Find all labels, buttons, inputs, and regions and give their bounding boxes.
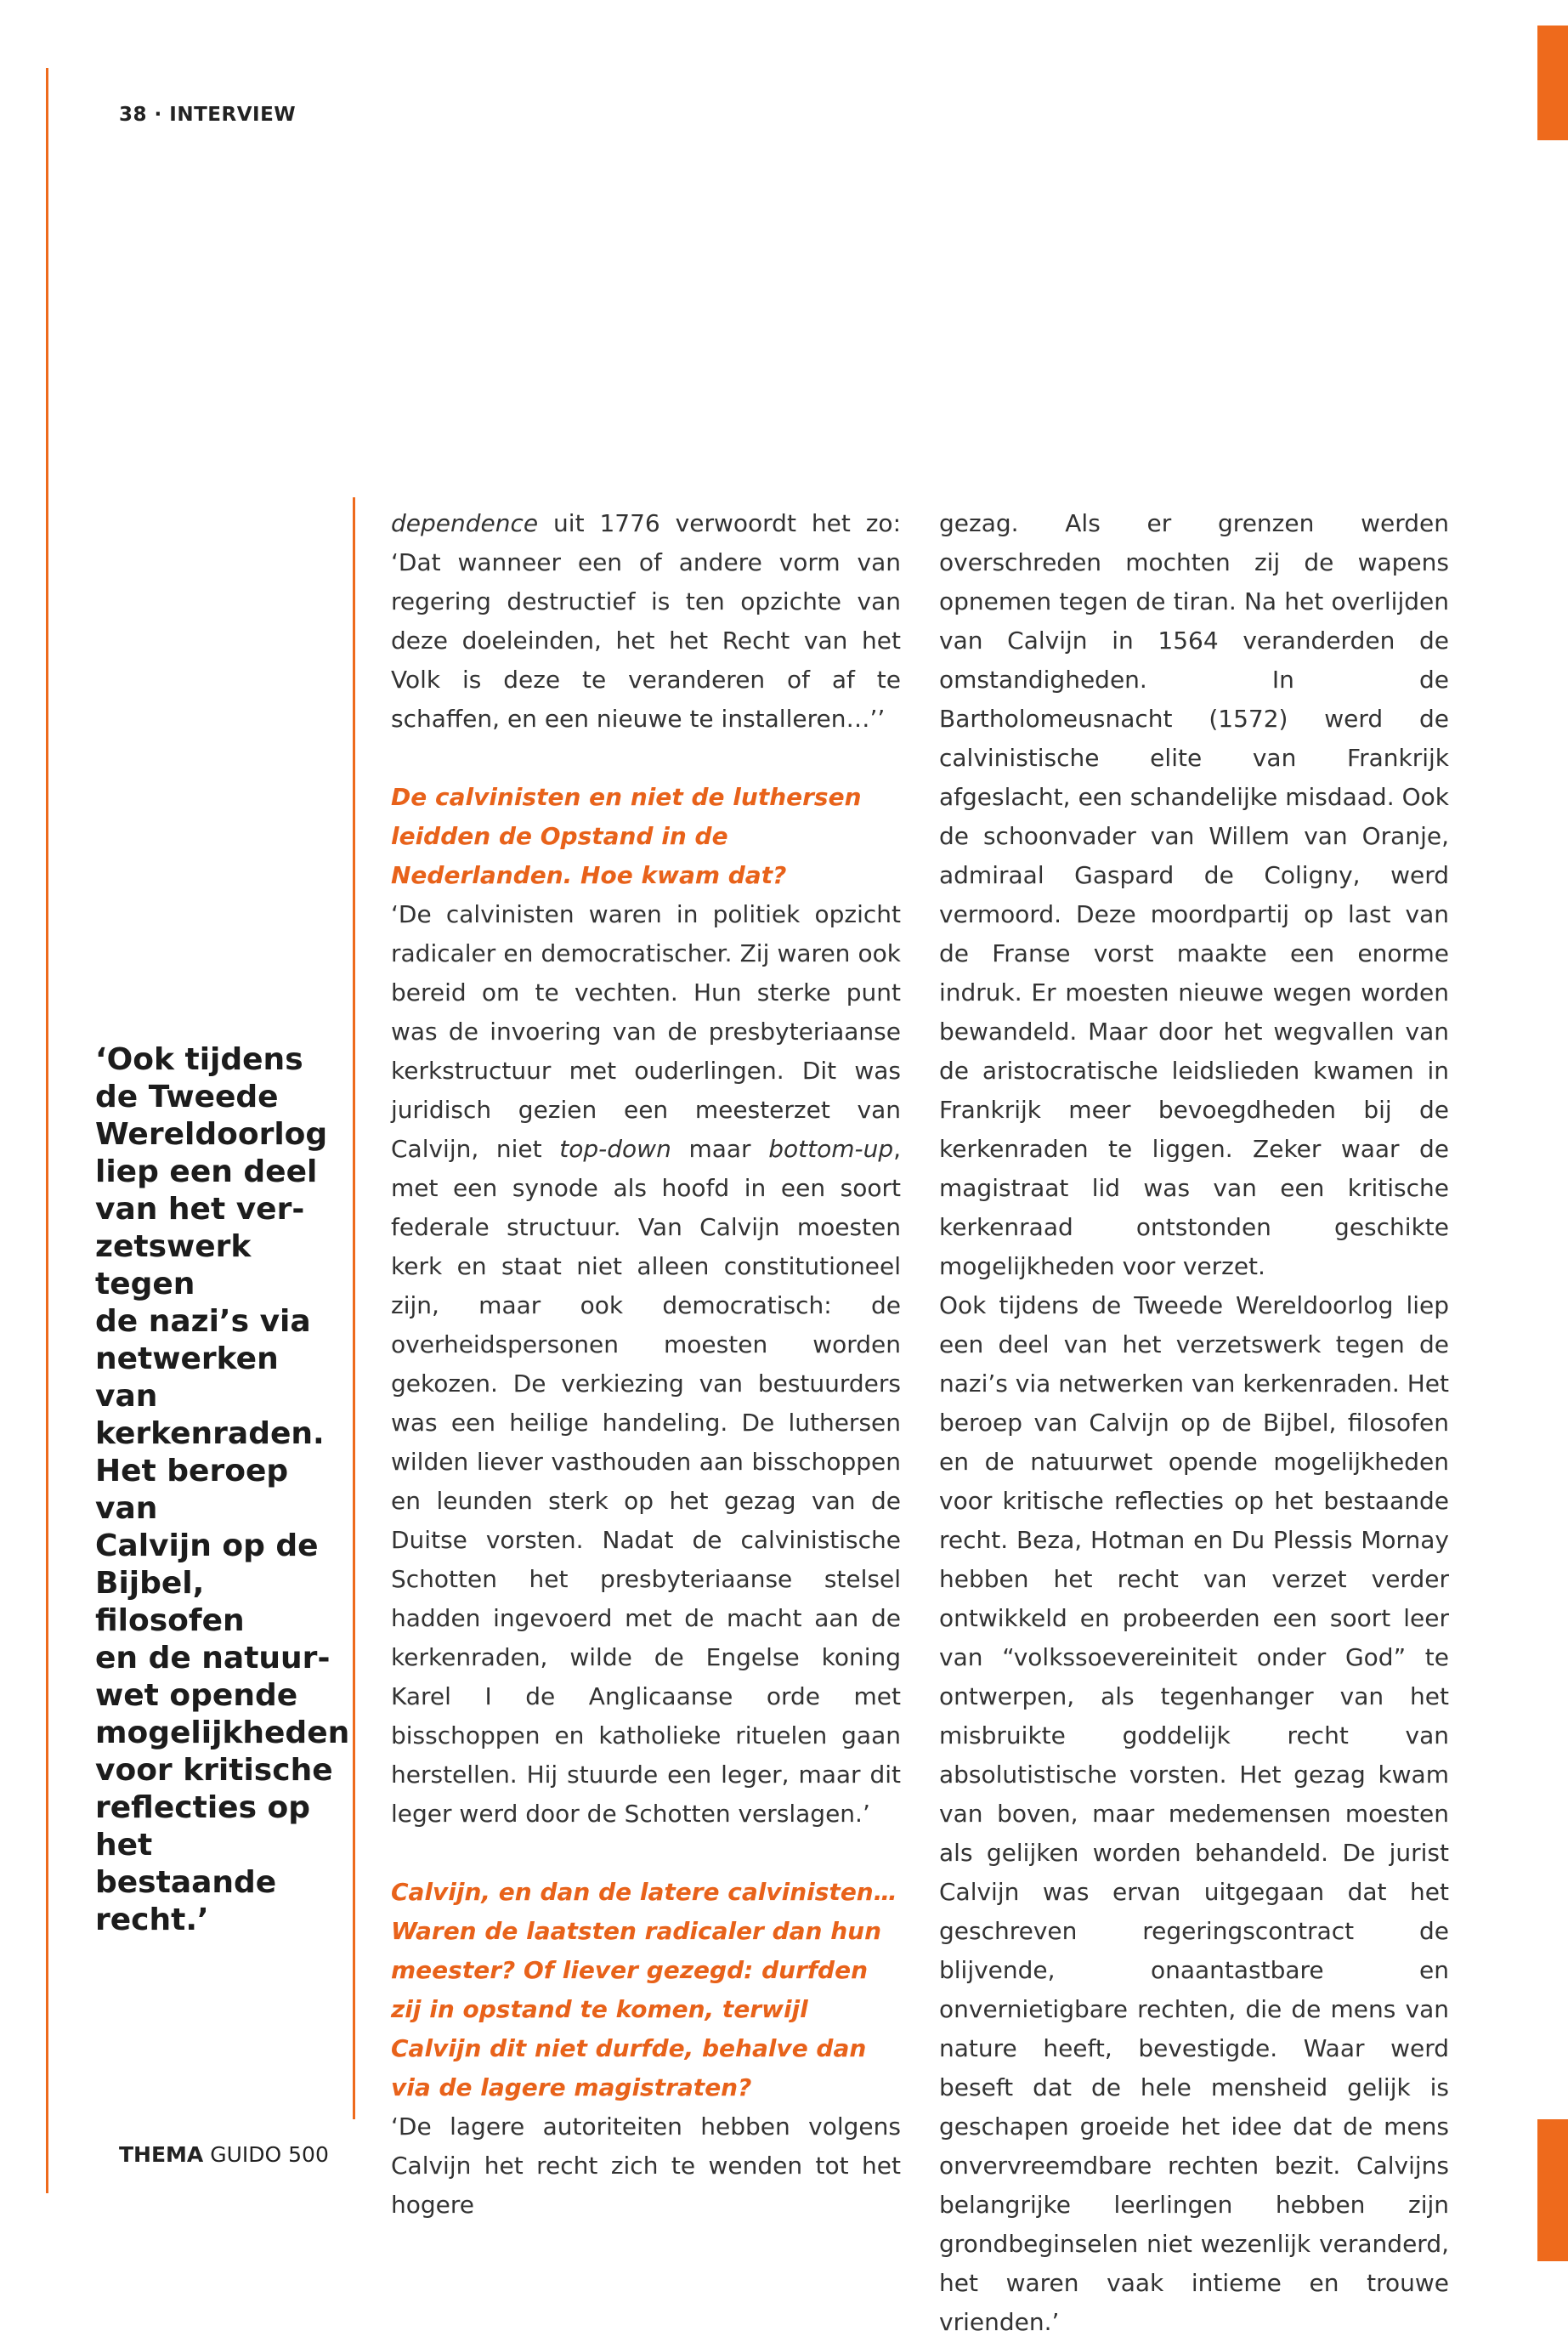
margin-rule bbox=[46, 68, 48, 2193]
italic-term: dependence bbox=[391, 509, 539, 537]
interview-answer: ‘De calvinisten waren in politiek opzicht radicaler en democratischer. Zij waren ook bereid om te vechten. Hun sterke punt was de invoering van de presbyteriaanse kerkstructuur met ouderlingen. Dit was juridisch gezien een meesterzet van Calvijn, niet top-down maar bottom-up, met een synode als hoofd in een soort federale structuur. Van Calvijn moesten kerk en staat niet alleen constitutioneel zijn, maar ook democratisch: de overheidspersonen moesten worden gekozen. De verkiezing van bestuurders was een heilige handeling. De luthersen wilden liever vasthouden aan bisschoppen en leunden sterk op het gezag van de Duitse vorsten. Nadat de calvinistische Schotten het presbyteriaanse stelsel hadden ingevoerd met de macht aan de kerkenraden, wilde de Engelse koning Karel I de Anglicaanse orde met bisschoppen en katholieke rituelen gaan herstellen. Hij stuurde een leger, maar dit leger werd door de Schotten verslagen.’ bbox=[391, 900, 902, 1828]
paragraph: Ook tijdens de Tweede Wereldoorlog liep een deel van het verzetswerk tegen de nazi’s via netwerken van kerkenraden. Het beroep van Calvijn op de Bijbel, filosofen en de natuurwet opende mogelijkheden voor kritische reflecties op het bestaande recht. Beza, Hotman en Du Plessis Mornay hebben het recht van verzet verder ontwikkeld en probeerden een soort leer van “volkssoevereiniteit onder God” te ontwerpen, als tegenhanger van het misbruikte goddelijk recht van absolutistische vorsten. Het gezag kwam van boven, maar medemensen moesten als gelijken worden behandeld. De jurist Calvijn was ervan uitgegaan dat het geschreven regeringscontract de blijvende, onaantastbare en onvernietigbare rechten, die de mens van nature heeft, bevestigde. Waar werd beseft dat de hele mensheid gelijk is geschapen groeide het idee dat de mens onvervreemdbare rechten bezit. Calvijns belangrijke leerlingen hebben zijn grondbeginselen niet wezenlijk veranderd, het waren vaak intieme en trouwe vrienden.’ bbox=[939, 1291, 1449, 2336]
interview-answer: ‘De lagere autoriteiten hebben volgens Calvijn het recht zich te wenden tot het hogere bbox=[391, 2112, 901, 2219]
interview-question: De calvinisten en niet de luthersen leidden de Opstand in de Nederlanden. Hoe kwam dat? bbox=[391, 783, 862, 889]
paragraph: dependence uit 1776 verwoordt het zo: ‘Dat wanneer een of andere vorm van regering destructief is ten opzichte van deze doeleinden, het het Recht van het Volk is deze te veranderen of af te schaffen, en een nieuwe te installeren…’’ bbox=[391, 509, 901, 733]
footer-brand: THEMA bbox=[119, 2142, 204, 2167]
page-edge-tab-bottom bbox=[1537, 2119, 1568, 2261]
article-column-2 bbox=[939, 504, 1449, 2342]
running-header bbox=[119, 104, 296, 126]
section-title: INTERVIEW bbox=[169, 104, 297, 126]
page-number: 38 bbox=[119, 104, 148, 126]
paragraph: gezag. Als er grenzen werden overschreden mochten zij de wapens opnemen tegen de tiran. Na het overlijden van Calvijn in 1564 veranderden de omstandigheden. In de Bartholomeusnacht (1572) werd de calvinistische elite van Frankrijk afgeslacht, een schandelijke misdaad. Ook de schoonvader van Willem van Oranje, admiraal Gaspard de Coligny, werd vermoord. Deze moordpartij op last van de Franse vorst maakte een enorme indruk. Er moesten nieuwe wegen worden bewandeld. Maar door het wegvallen van de aristocratische leidslieden kwamen in Frankrijk meer bevoegdheden bij de kerkenraden te liggen. Zeker waar de magistraat lid was van een kritische kerkenraad ontstonden geschikte mogelijkheden voor verzet. bbox=[939, 509, 1449, 1280]
article-column-1 bbox=[391, 504, 901, 2225]
footer-issue: GUIDO 500 bbox=[203, 2142, 329, 2167]
column-rule bbox=[353, 497, 355, 2119]
header-separator: · bbox=[154, 104, 162, 126]
page-edge-tab-top bbox=[1537, 26, 1568, 140]
interview-question: Calvijn, en dan de latere calvinisten… Waren de laatsten radicaler dan hun meester? Of liever gezegd: durfden zij in opstand te komen, terwijl Calvijn dit niet durfde, behalve dan via de lagere magistraten? bbox=[391, 1878, 897, 2101]
pull-quote: ‘Ook tijdens de Tweede Wereldoorlog liep een deel van het ver- zetswerk tegen de nazi’s via netwerken van kerkenraden. Het beroep van Calvijn op de Bijbel, filosofen en de natuur- wet opende mogelijkheden voor kritische reflecties op het bestaande recht.’ bbox=[95, 1042, 350, 1937]
page-footer bbox=[119, 2142, 329, 2167]
